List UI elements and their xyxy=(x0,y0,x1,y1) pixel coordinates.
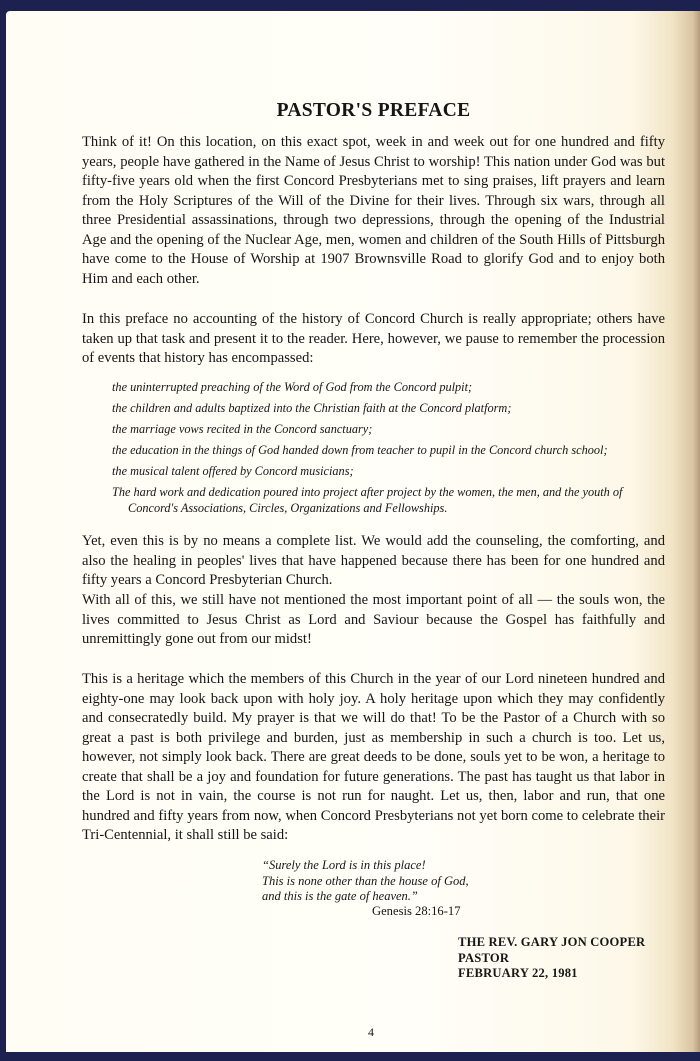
paragraph-heritage: This is a heritage which the members of this Church in the year of our Lord nineteen hundred and eighty-one may look back upon with holy joy. A holy heritage upon which they may confidently and consecratedly build. My prayer is that we will do that! To be the Pastor of a Church with so great a past is both privilege and burden, just as membership in such a church is too. Let us, however, not simply look back. There are great deeds to be done, souls yet to be won, a heritage to create that shall be a joy and foundation for future generations. The past has taught us that labor in the Lord is not in vain, the course is not run for naught. Let us, then, labor and run, that one hundred and fifty years from now, when Concord Presbyterians not yet born come to celebrate their Tri-Centennial, it shall still be said: xyxy=(82,671,665,843)
scripture-citation: Genesis 28:16-17 xyxy=(372,904,461,918)
paragraph-intro: Think of it! On this location, on this exact spot, week in and week out for one hundred and fifty years, people have gathered in the Name of Jesus Christ to worship! This nation under God was but fifty-five years old when the first Concord Presbyterians met to sing praises, lift prayers and learn from the Holy Scriptures of the Will of the Divine for their lives. Through six wars, through all three Presidential assassinations, through two depressions, through the opening of the Industrial Age and the opening of the Nuclear Age, men, women and children of the South Hills of Pittsburgh have come to the House of Worship at 1907 Brownsville Road to glorify God and to enjoy both Him and each other. xyxy=(82,134,665,287)
verse-line: and this is the gate of heaven.” xyxy=(262,889,418,903)
list-item: the uninterrupted preaching of the Word of God from the Concord pulpit; xyxy=(112,380,473,394)
signature-name: THE REV. GARY JON COOPER xyxy=(458,935,646,949)
verse-line: “Surely the Lord is in this place! xyxy=(262,858,426,872)
list-item: The hard work and dedication poured into project after project by the women, the men, and the youth of Concord's Associations, Circles, Organizations and Fellowships. xyxy=(112,485,623,515)
signature-block xyxy=(458,935,645,982)
list-item: the education in the things of God handed down from teacher to pupil in the Concord church school; xyxy=(112,443,608,457)
list-item: the musical talent offered by Concord musicians; xyxy=(112,464,354,478)
paragraph-counseling: Yet, even this is by no means a complete list. We would add the counseling, the comforting, and also the healing in peoples' lives that have happened because there has been for one hundred and fifty years a Concord Presbyterian Church. xyxy=(82,533,665,588)
list-item: the children and adults baptized into the Christian faith at the Concord platform; xyxy=(112,401,512,415)
page-title: PASTOR'S PREFACE xyxy=(276,100,471,121)
scripture-quote xyxy=(262,858,469,905)
signature-role: PASTOR xyxy=(458,950,510,965)
paragraph-history: In this preface no accounting of the history of Concord Church is really appropriate; others have taken up that task and present it to the reader. Here, however, we pause to remember the procession of events that history has encompassed: xyxy=(82,311,665,366)
paragraph-souls: With all of this, we still have not mentioned the most important point of all — the souls won, the lives committed to Jesus Christ as Lord and Saviour because the Gospel has faithfully and unremittingly gone out from our midst! xyxy=(82,592,665,647)
remembrance-list xyxy=(112,380,672,522)
verse-line: This is none other than the house of God, xyxy=(262,873,469,888)
page-number: 4 xyxy=(368,1025,374,1039)
booklet-page xyxy=(6,11,700,1052)
list-item: the marriage vows recited in the Concord sanctuary; xyxy=(112,422,373,436)
signature-date: FEBRUARY 22, 1981 xyxy=(458,966,578,980)
